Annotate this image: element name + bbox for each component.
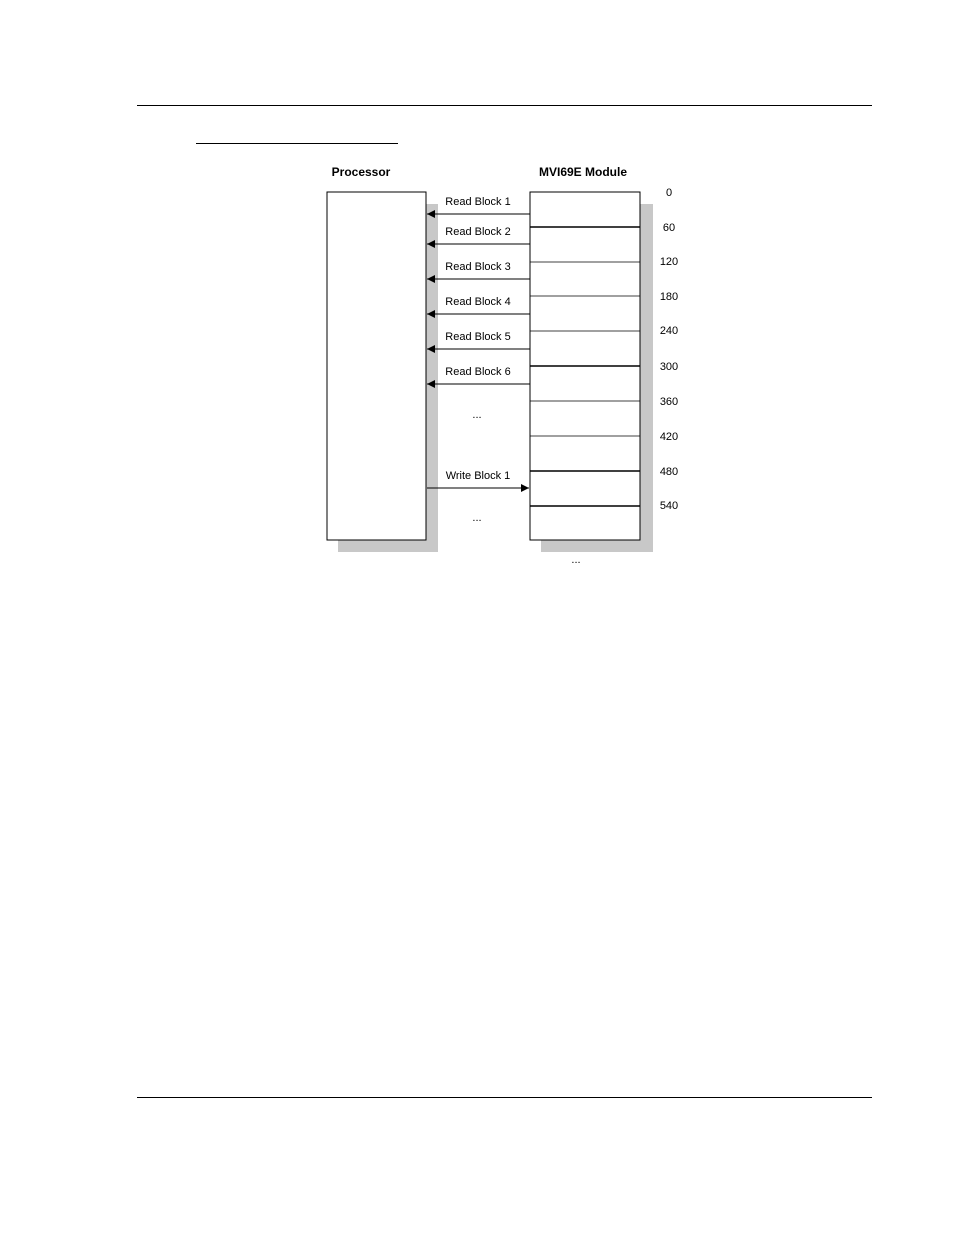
read-block-label: Read Block 6 — [445, 366, 511, 378]
register-offset-label: 480 — [659, 466, 679, 478]
processor-box — [327, 192, 426, 540]
read-block-label: Read Block 3 — [445, 261, 511, 273]
register-offset-label: 180 — [659, 291, 679, 303]
ellipsis-write: ... — [472, 512, 482, 524]
register-offset-label: 360 — [659, 396, 679, 408]
ellipsis-read: ... — [472, 409, 482, 421]
module-title: MVI69E Module — [538, 165, 628, 179]
register-offset-label: 540 — [659, 500, 679, 512]
read-block-label: Read Block 2 — [445, 226, 511, 238]
read-block-label: Read Block 4 — [445, 296, 511, 308]
register-offset-label: 120 — [659, 256, 679, 268]
register-offset-label: 0 — [665, 187, 673, 199]
register-offset-label: 420 — [659, 431, 679, 443]
processor-title: Processor — [331, 165, 391, 179]
register-offset-label: 300 — [659, 361, 679, 373]
register-offset-labels — [660, 187, 678, 512]
ellipsis-module: ... — [571, 554, 581, 566]
read-block-arrows — [427, 196, 530, 384]
footer-rule — [137, 1097, 872, 1098]
register-offset-label: 60 — [662, 222, 676, 234]
register-offset-label: 240 — [659, 325, 679, 337]
read-block-label: Read Block 5 — [445, 331, 511, 343]
write-block-arrows — [427, 470, 529, 488]
read-block-label: Read Block 1 — [445, 196, 511, 208]
write-block-label: Write Block 1 — [445, 470, 511, 482]
